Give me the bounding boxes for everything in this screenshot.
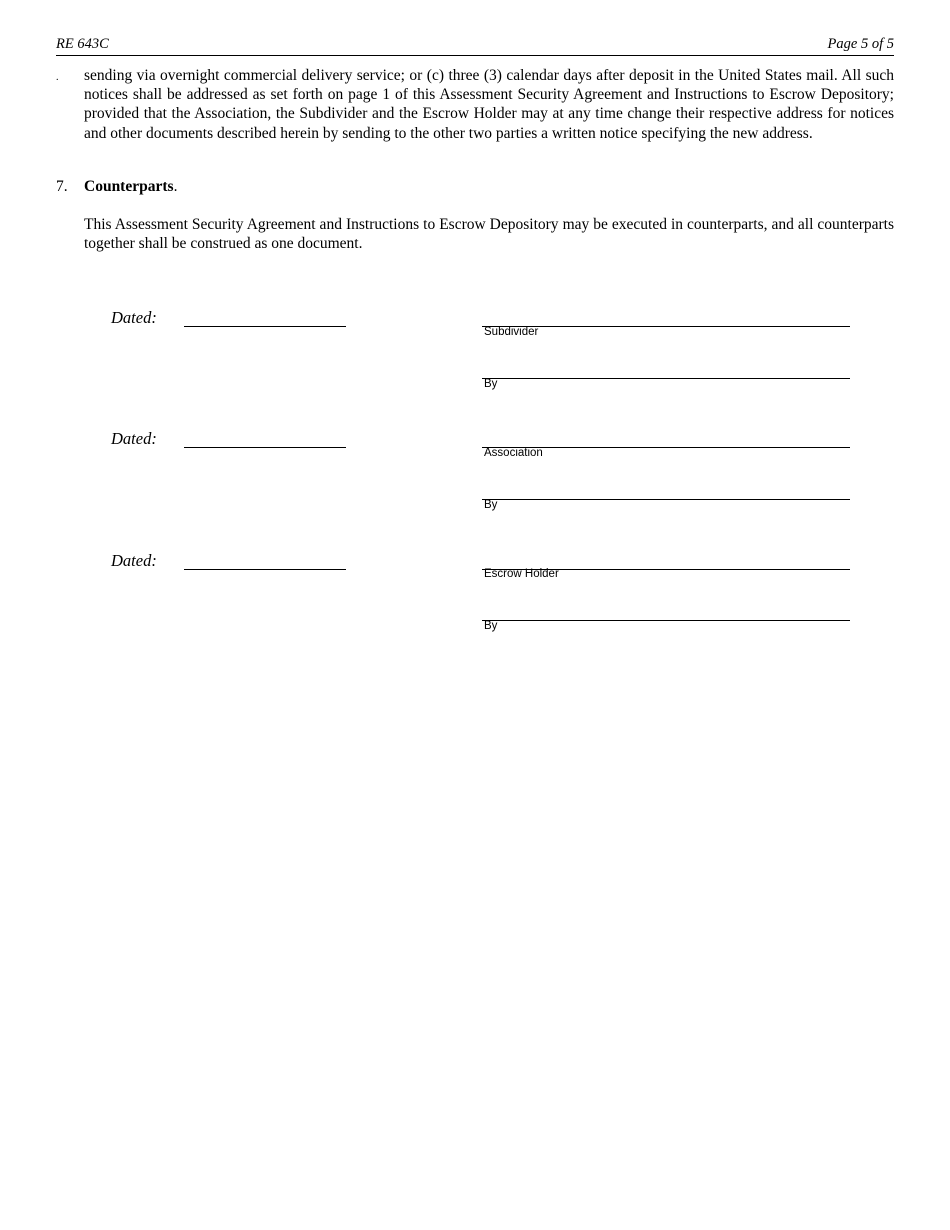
by-label: By — [484, 378, 498, 390]
date-line-escrow-holder[interactable] — [184, 569, 346, 570]
continuation-paragraph: sending via overnight commercial delivery service; or (c) three (3) calendar days after deposit in the United States mail. All such notices shall be addressed as set forth on page 1 of this Assessment Security Agreement and Instructions to Escrow Depository; provided that the Association, the Subdivider and the Escrow Holder may at any time change their respective address for notices and other documents described herein by sending to the other two parties a written notice specifying the new address. — [84, 67, 894, 142]
dated-label: Dated: — [111, 551, 157, 570]
date-line-association[interactable] — [184, 447, 346, 448]
dated-label: Dated: — [111, 308, 157, 327]
association-label: Association — [484, 447, 543, 459]
dated-label: Dated: — [111, 429, 157, 448]
by-label: By — [484, 620, 498, 632]
section-heading — [84, 178, 177, 196]
section-number: 7. — [56, 178, 68, 195]
page-number: Page 5 of 5 — [827, 36, 894, 52]
by-line-escrow-holder[interactable] — [482, 620, 850, 621]
date-line-subdivider[interactable] — [184, 326, 346, 327]
subdivider-label: Subdivider — [484, 326, 539, 338]
section-title: Counterparts — [84, 178, 174, 195]
continuation-marker: . — [56, 72, 59, 83]
by-line-association[interactable] — [482, 499, 850, 500]
counterparts-paragraph: This Assessment Security Agreement and Instructions to Escrow Depository may be executed in counterparts, and all counterparts together shall be construed as one document. — [84, 216, 894, 253]
by-label: By — [484, 499, 498, 511]
form-number: RE 643C — [56, 36, 109, 52]
page-header — [56, 36, 894, 56]
escrow-holder-label: Escrow Holder — [484, 568, 559, 580]
by-line-subdivider[interactable] — [482, 378, 850, 379]
section-title-period: . — [173, 178, 178, 195]
